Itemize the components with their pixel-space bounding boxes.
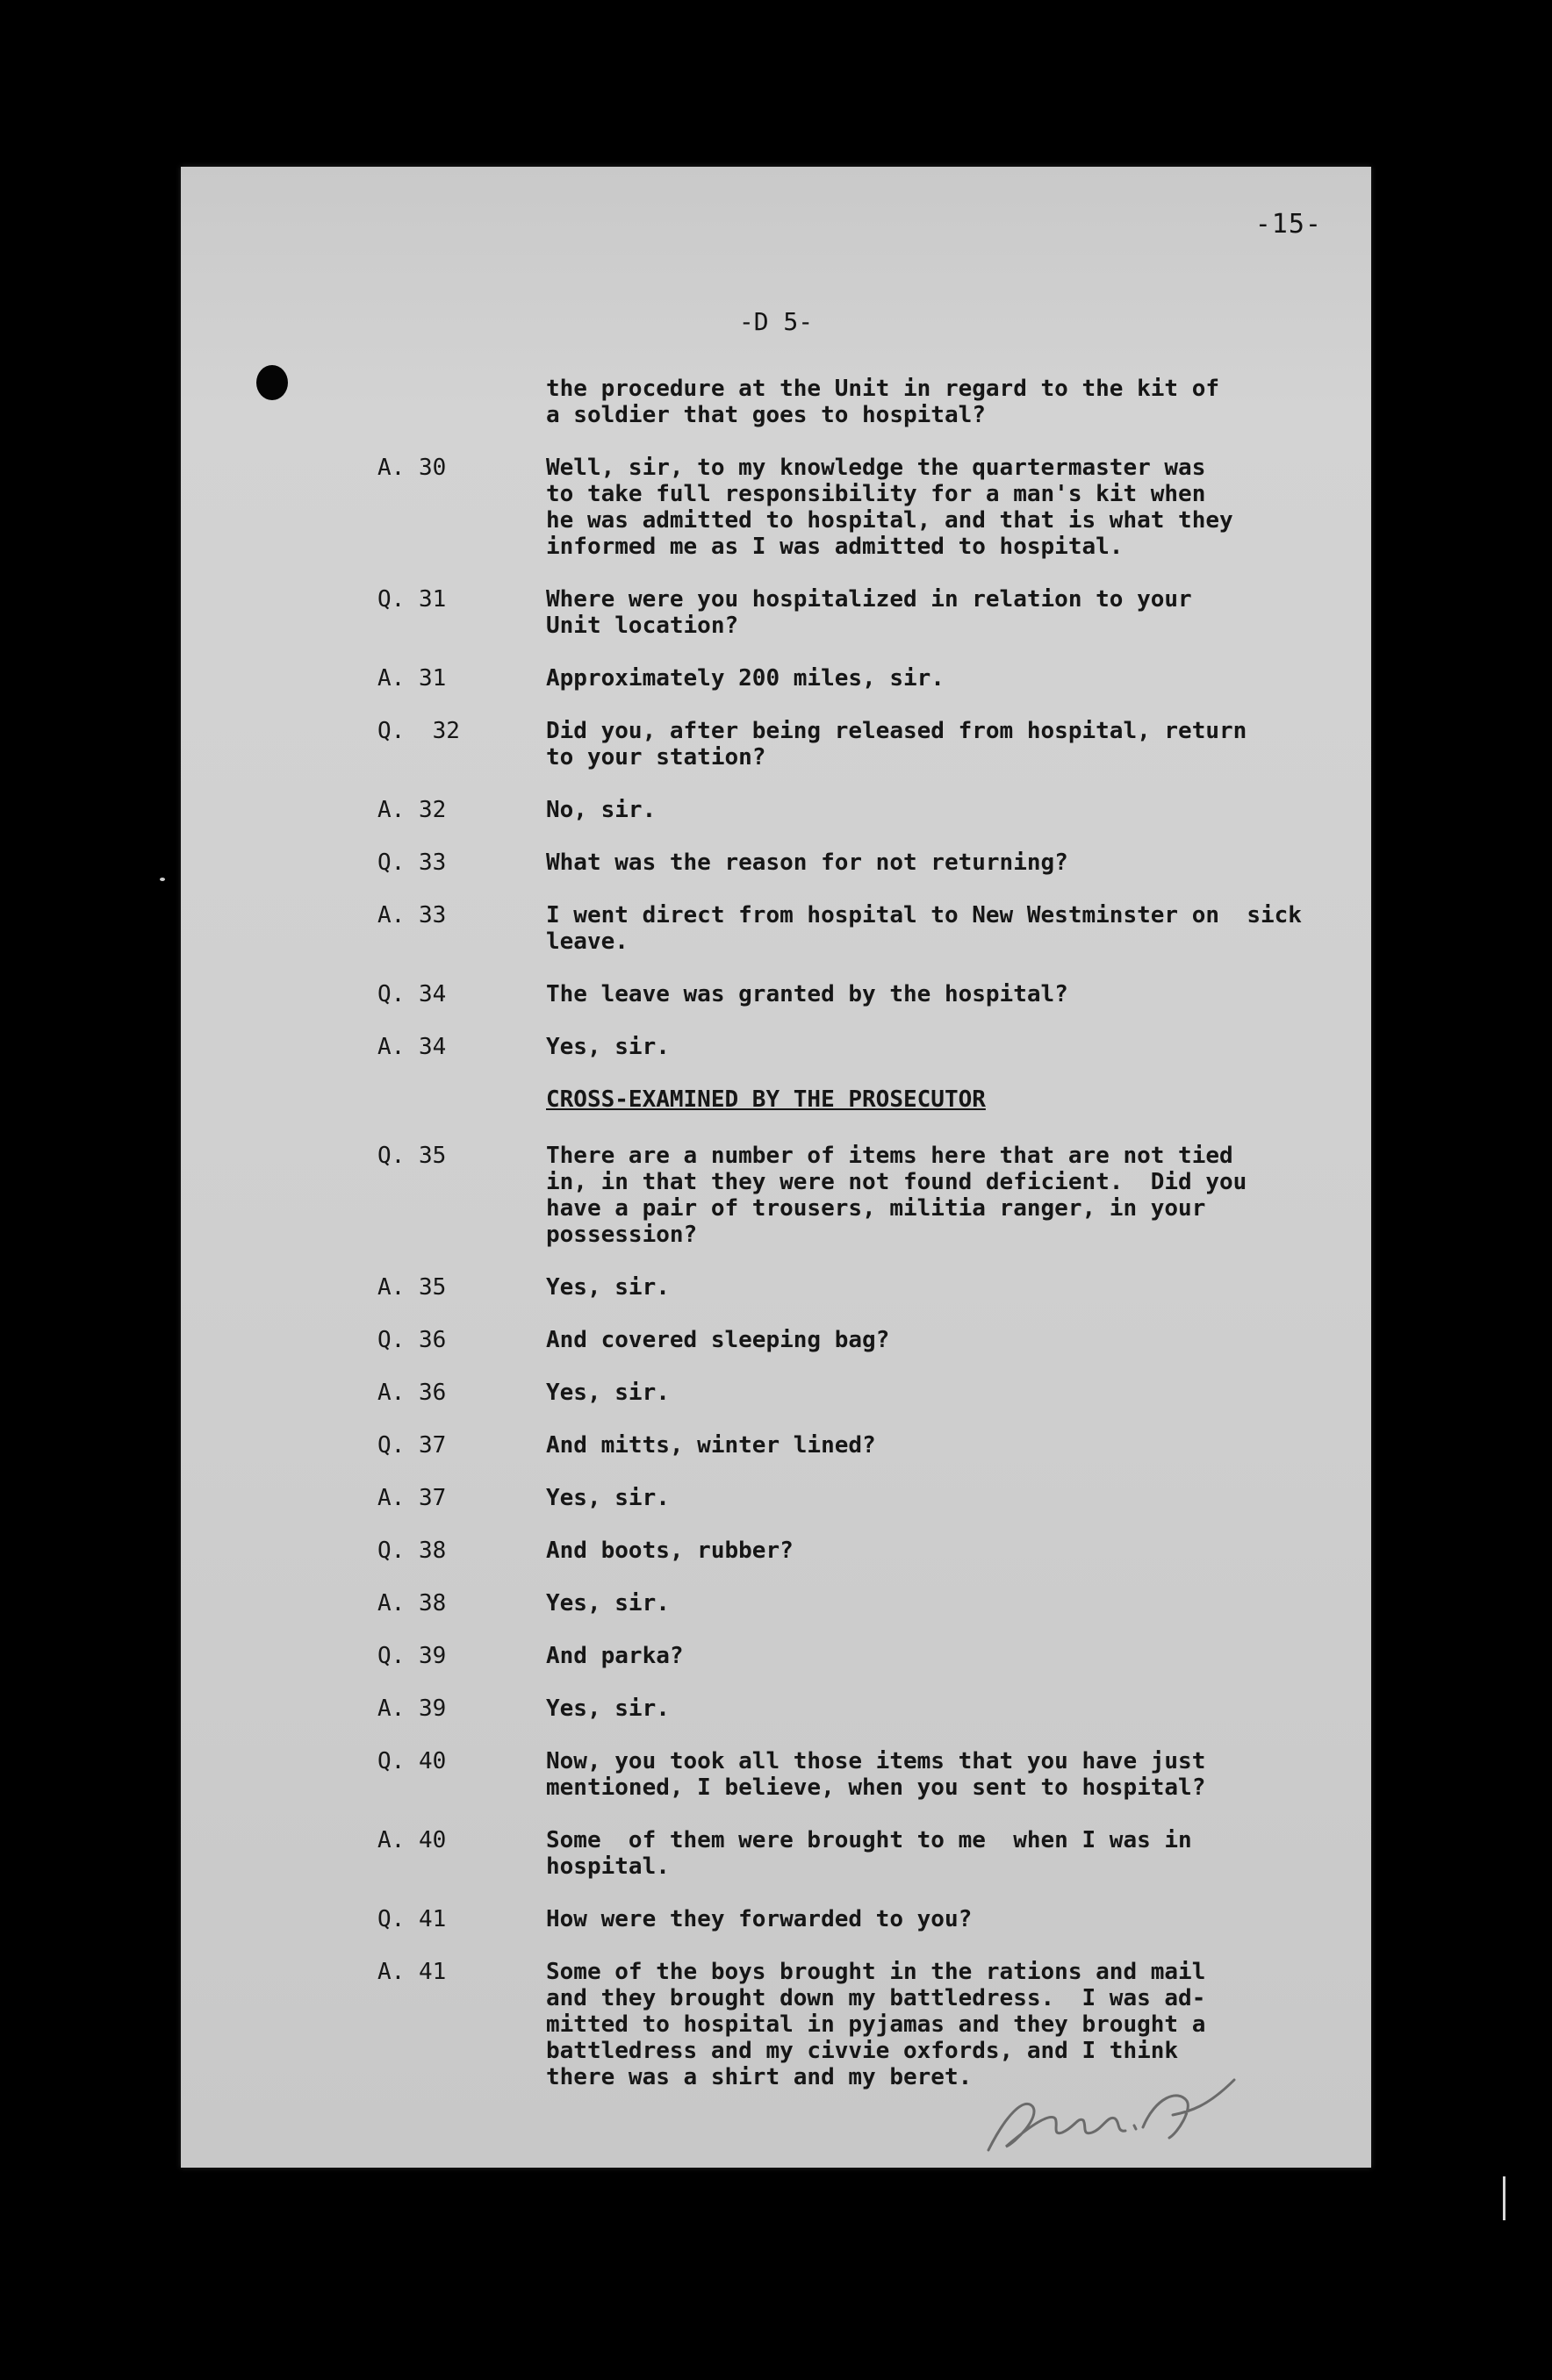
transcript-entry — [377, 1643, 1352, 1669]
entry-text: Approximately 200 miles, sir. — [546, 665, 945, 692]
entry-text: Some of the boys brought in the rations and mail and they brought down my battledress. I was ad- mitted to hospital in pyjamas and they brought a battledress and my civvie oxfords, and I think there was a shirt and my beret. — [546, 1959, 1206, 2090]
entry-text: What was the reason for not returning? — [546, 849, 1068, 876]
transcript-entry — [377, 1538, 1352, 1564]
entry-text: Some of them were brought to me when I was in hospital. — [546, 1827, 1192, 1880]
entry-label: A. 40 — [377, 1827, 447, 1853]
entry-label: Q. 41 — [377, 1906, 447, 1932]
entry-label: Q. 35 — [377, 1143, 447, 1169]
transcript-entry — [377, 1143, 1352, 1248]
transcript-entry — [377, 586, 1352, 639]
transcript-entry — [377, 797, 1352, 823]
transcript-entry — [377, 1748, 1352, 1801]
entry-text: And mitts, winter lined? — [546, 1432, 876, 1459]
section-heading: CROSS-EXAMINED BY THE PROSECUTOR — [546, 1086, 986, 1113]
entry-text: The leave was granted by the hospital? — [546, 981, 1068, 1007]
entry-label: A. 35 — [377, 1274, 447, 1301]
entry-text: the procedure at the Unit in regard to the kit of a soldier that goes to hospital? — [546, 376, 1220, 428]
entry-text: Yes, sir. — [546, 1485, 670, 1511]
entry-label — [377, 376, 546, 428]
transcript-entry — [377, 849, 1352, 876]
entry-text: Did you, after being released from hospital, return to your station? — [546, 718, 1247, 771]
transcript-entries-after — [377, 1143, 1352, 2090]
transcript-entry — [377, 1590, 1352, 1617]
entry-text: No, sir. — [546, 797, 657, 823]
entry-text: Yes, sir. — [546, 1590, 670, 1617]
punch-hole — [256, 365, 288, 400]
entry-text: There are a number of items here that are not tied in, in that they were not found deficient. Did you have a pair of trousers, militia ranger, in your possession? — [546, 1143, 1247, 1248]
entry-text: Where were you hospitalized in relation to your Unit location? — [546, 586, 1192, 639]
entry-label: Q. 34 — [377, 981, 447, 1007]
transcript — [377, 376, 1352, 2117]
transcript-entry — [377, 1327, 1352, 1353]
transcript-entry — [377, 1695, 1352, 1722]
entry-label: Q. 31 — [377, 586, 447, 613]
entry-text: And covered sleeping bag? — [546, 1327, 890, 1353]
transcript-entry — [377, 1906, 1352, 1932]
transcript-entry — [377, 1432, 1352, 1459]
entry-label: Q. 37 — [377, 1432, 447, 1459]
entry-label: A. 30 — [377, 455, 447, 481]
transcript-entries-before — [377, 376, 1352, 1060]
transcript-entry — [377, 902, 1352, 955]
entry-text: Yes, sir. — [546, 1380, 670, 1406]
entry-label: A. 32 — [377, 797, 447, 823]
transcript-entry — [377, 455, 1352, 560]
transcript-entry — [377, 1034, 1352, 1060]
entry-label: Q. 39 — [377, 1643, 447, 1669]
entry-text: Yes, sir. — [546, 1695, 670, 1722]
entry-label: Q. 40 — [377, 1748, 447, 1774]
entry-label: Q. 33 — [377, 849, 447, 876]
transcript-entry — [377, 376, 1352, 428]
entry-label: A. 34 — [377, 1034, 447, 1060]
page-number: -15- — [1254, 209, 1322, 240]
entry-text: Well, sir, to my knowledge the quartermaster was to take full responsibility for a man's kit when he was admitted to hospital, and that is what they informed me as I was admitted to hospital. — [546, 455, 1233, 560]
transcript-entry — [377, 665, 1352, 692]
transcript-entry — [377, 1274, 1352, 1301]
handwritten-signature — [971, 2062, 1261, 2168]
entry-text: Now, you took all those items that you have just mentioned, I believe, when you sent to hospital? — [546, 1748, 1206, 1801]
section-mark: -D 5- — [738, 307, 814, 336]
entry-label: A. 36 — [377, 1380, 447, 1406]
entry-label: Q. 38 — [377, 1538, 447, 1564]
transcript-entry — [377, 1827, 1352, 1880]
transcript-entry — [377, 1485, 1352, 1511]
scan-speck — [160, 878, 165, 881]
entry-label: A. 41 — [377, 1959, 447, 1985]
entry-label: A. 39 — [377, 1695, 447, 1722]
entry-text: And parka? — [546, 1643, 684, 1669]
transcript-entry — [377, 718, 1352, 771]
scan-edge-mark — [1503, 2176, 1505, 2220]
document-page — [181, 167, 1371, 2168]
entry-label: A. 33 — [377, 902, 447, 928]
entry-label: Q. 32 — [377, 718, 460, 744]
entry-text: And boots, rubber? — [546, 1538, 794, 1564]
entry-label: A. 38 — [377, 1590, 447, 1617]
transcript-entry — [377, 981, 1352, 1007]
entry-label: A. 37 — [377, 1485, 447, 1511]
transcript-entry — [377, 1380, 1352, 1406]
entry-text: Yes, sir. — [546, 1034, 670, 1060]
entry-text: I went direct from hospital to New Westminster on sick leave. — [546, 902, 1302, 955]
entry-text: How were they forwarded to you? — [546, 1906, 973, 1932]
entry-label: Q. 36 — [377, 1327, 447, 1353]
entry-label: A. 31 — [377, 665, 447, 692]
entry-text: Yes, sir. — [546, 1274, 670, 1301]
